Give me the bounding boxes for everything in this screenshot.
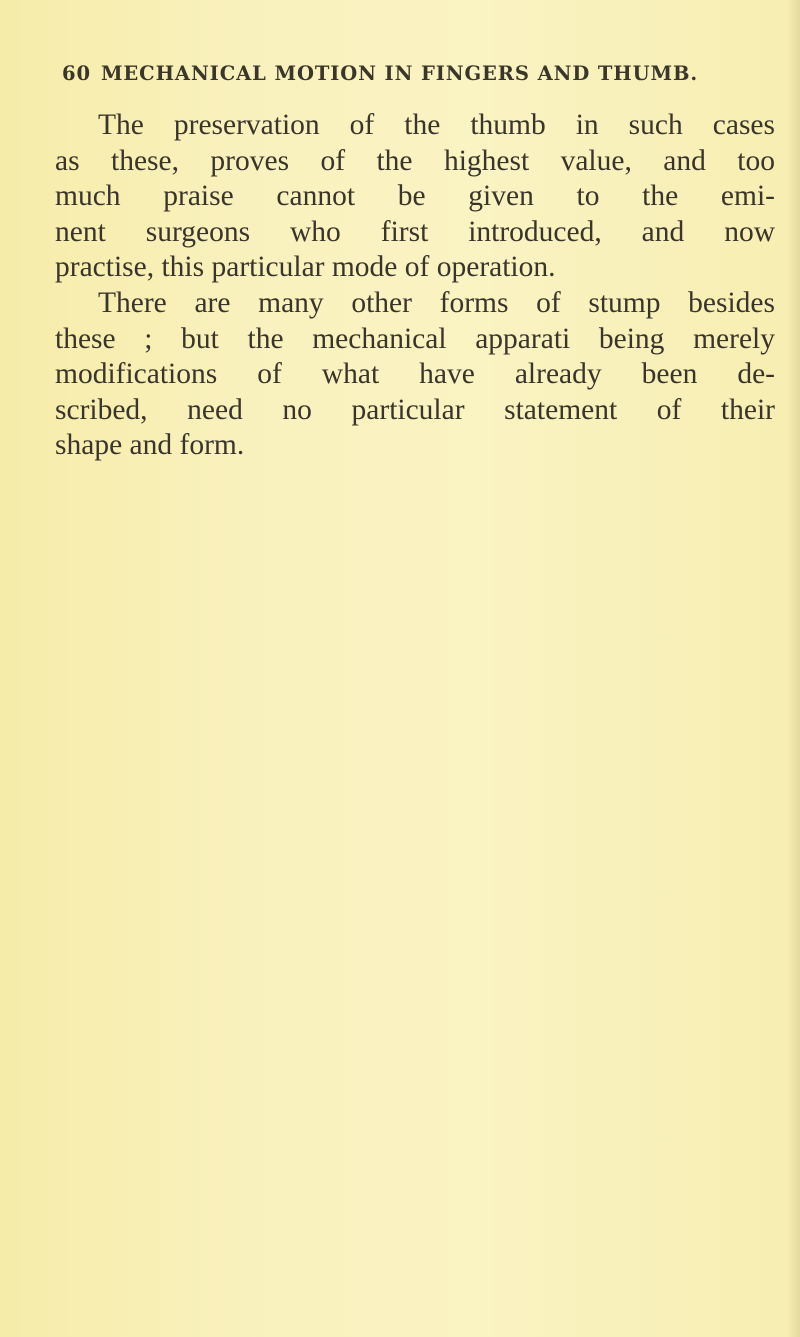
text-line: nent surgeons who first introduced, and now [55,215,775,248]
text-line: as these, proves of the highest value, and too [55,144,775,177]
page-edge-shadow [786,0,800,1337]
text-line: much praise cannot be given to the emi- [55,180,775,213]
text-line: scribed, need no particular statement of their [55,393,775,426]
page-number: 60 [62,62,91,85]
paragraph-1 [55,108,775,286]
text-line: practise, this particular mode of operation. [55,251,556,284]
text-line: There are many other forms of stump besides [98,286,775,319]
text-line: modifications of what have already been de- [55,358,775,391]
text-line: these ; but the mechanical apparati being merely [55,322,775,355]
text-line: The preservation of the thumb in such cases [98,109,775,141]
running-title: MECHANICAL MOTION IN FINGERS AND THUMB. [100,62,699,85]
running-head [62,62,774,85]
text-line: shape and form. [55,429,245,462]
paragraph-2 [55,286,775,464]
body-text [55,108,775,464]
